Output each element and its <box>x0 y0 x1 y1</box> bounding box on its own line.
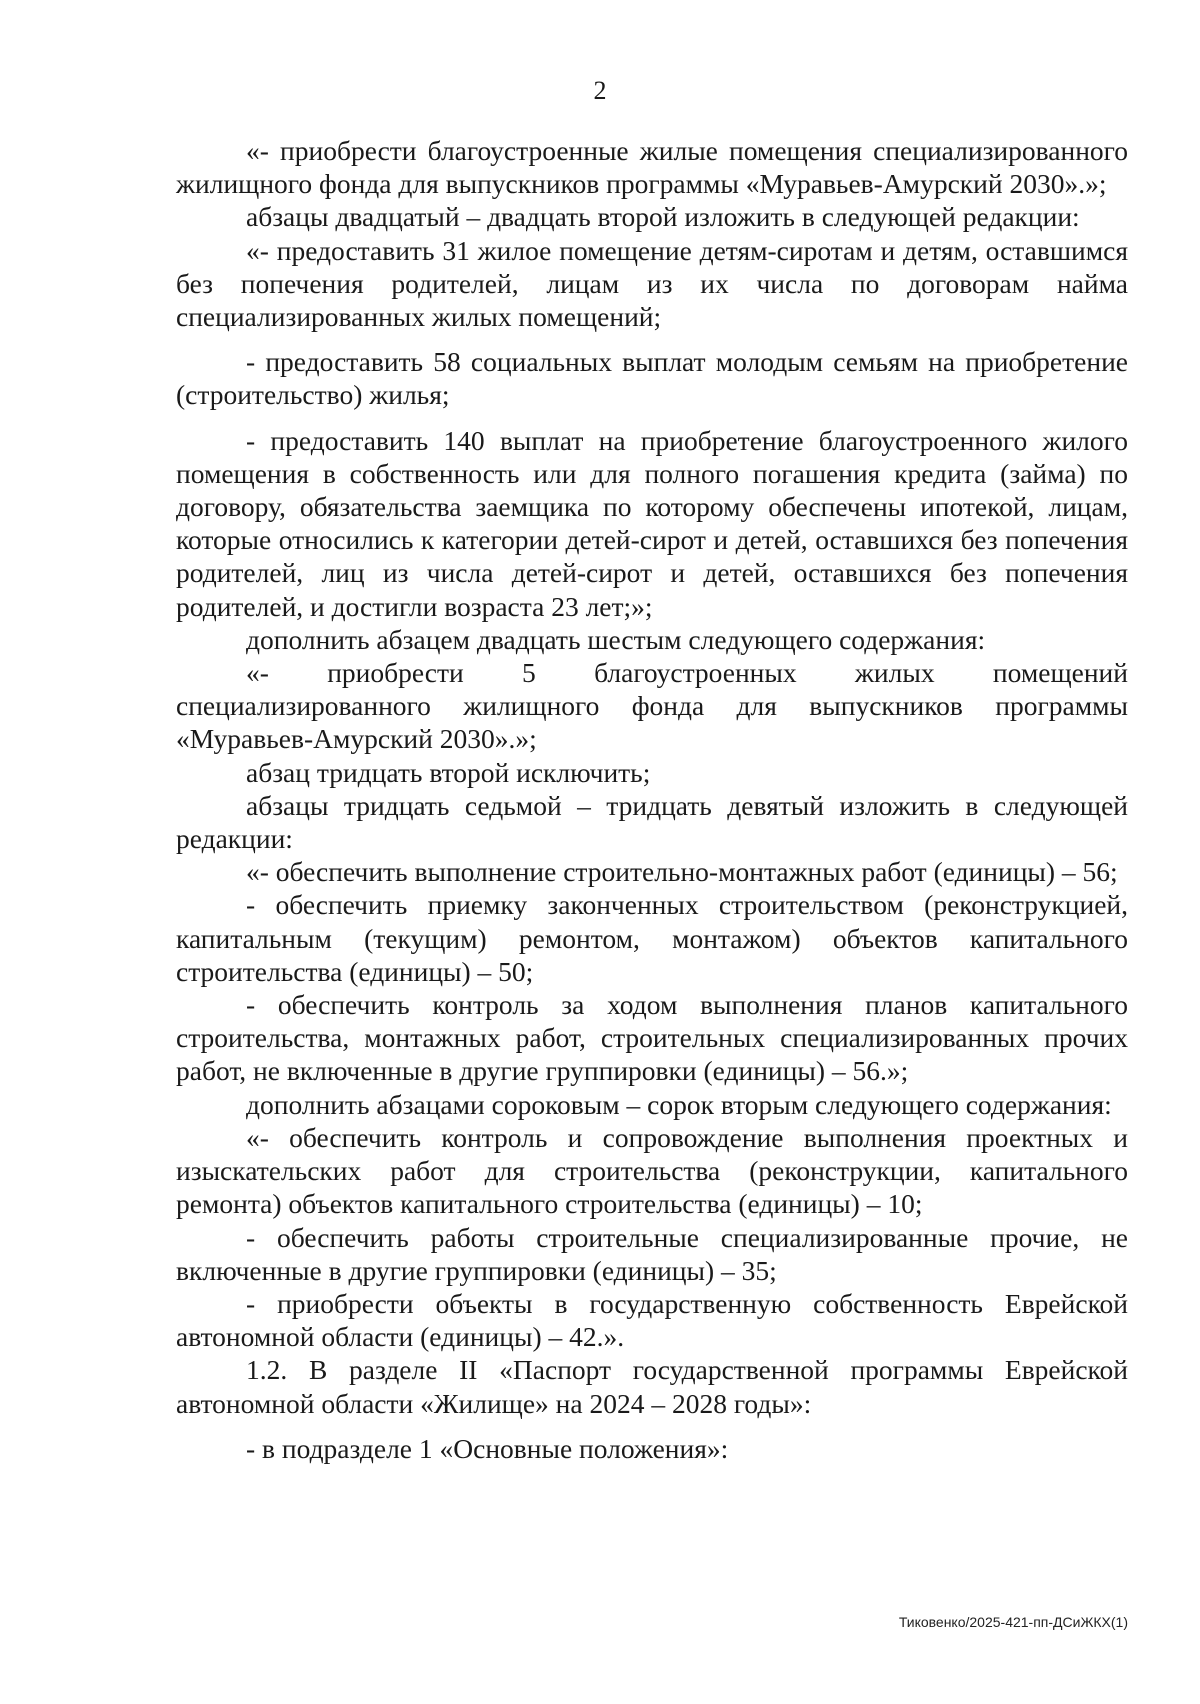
paragraph-3: «- предоставить 31 жилое помещение детям-сиротам и детям, оставшимся без попечения родителей, лицам из их числа по договорам найма специализированных жилых помещений; <box>176 234 1128 333</box>
paragraph-14: «- обеспечить контроль и сопровождение выполнения проектных и изыскательских работ для строительства (реконструкции, капитального ремонта) объектов капитального строительства (единицы) – 10; <box>176 1121 1128 1220</box>
document-body <box>176 134 1128 1465</box>
paragraph-1: «- приобрести благоустроенные жилые помещения специализированного жилищного фонда для выпускников программы «Муравьев-Амурский 2030».»; <box>176 135 1128 200</box>
paragraph-6: дополнить абзацем двадцать шестым следующего содержания: <box>246 623 986 655</box>
paragraph-18: - в подразделе 1 «Основные положения»: <box>246 1432 729 1464</box>
paragraph-13: дополнить абзацами сороковым – сорок вторым следующего содержания: <box>246 1088 1112 1120</box>
paragraph-17: 1.2. В разделе II «Паспорт государственной программы Еврейской автономной области «Жилище» на 2024 – 2028 годы»: <box>176 1354 1128 1419</box>
paragraph-8: абзац тридцать второй исключить; <box>246 756 651 788</box>
paragraph-16: - приобрести объекты в государственную собственность Еврейской автономной области (единицы) – 42.». <box>176 1287 1128 1353</box>
paragraph-11: - обеспечить приемку законченных строительством (реконструкцией, капитальным (текущим) ремонтом, монтажом) объектов капитального строительства (единицы) – 50; <box>176 889 1128 987</box>
paragraph-12: - обеспечить контроль за ходом выполнения планов капитального строительства, монтажных работ, строительных специализированных прочих работ, не включенные в другие группировки (единицы) – 56.»; <box>176 989 1128 1087</box>
document-footer-code: Тиковенко/2025-421-пп-ДСиЖКХ(1) <box>898 1614 1128 1630</box>
paragraph-2: абзацы двадцатый – двадцать второй изложить в следующей редакции: <box>246 201 1080 233</box>
paragraph-9: абзацы тридцать седьмой – тридцать девятый изложить в следующей редакции: <box>176 789 1128 855</box>
paragraph-10: «- обеспечить выполнение строительно-монтажных работ (единицы) – 56; <box>246 856 1118 888</box>
paragraph-7: «- приобрести 5 благоустроенных жилых помещений специализированного жилищного фонда для выпускников программы «Муравьев-Амурский 2030».»; <box>176 657 1128 755</box>
paragraph-4: - предоставить 58 социальных выплат молодым семьям на приобретение (строительство) жилья; <box>176 346 1128 411</box>
paragraph-5: - предоставить 140 выплат на приобретение благоустроенного жилого помещения в собственность или для полного погашения кредита (займа) по договору, обязательства заемщика по которому обеспечены ипотекой, лицам, которые относились к категории детей-сирот и детей, оставшихся без попечения родителей, лиц из числа детей-сирот и детей, оставшихся без попечения родителей, и достигли возраста 23 лет;»; <box>176 424 1128 622</box>
paragraph-15: - обеспечить работы строительные специализированные прочие, не включенные в другие группировки (единицы) – 35; <box>176 1221 1128 1286</box>
page-number: 2 <box>593 76 607 105</box>
